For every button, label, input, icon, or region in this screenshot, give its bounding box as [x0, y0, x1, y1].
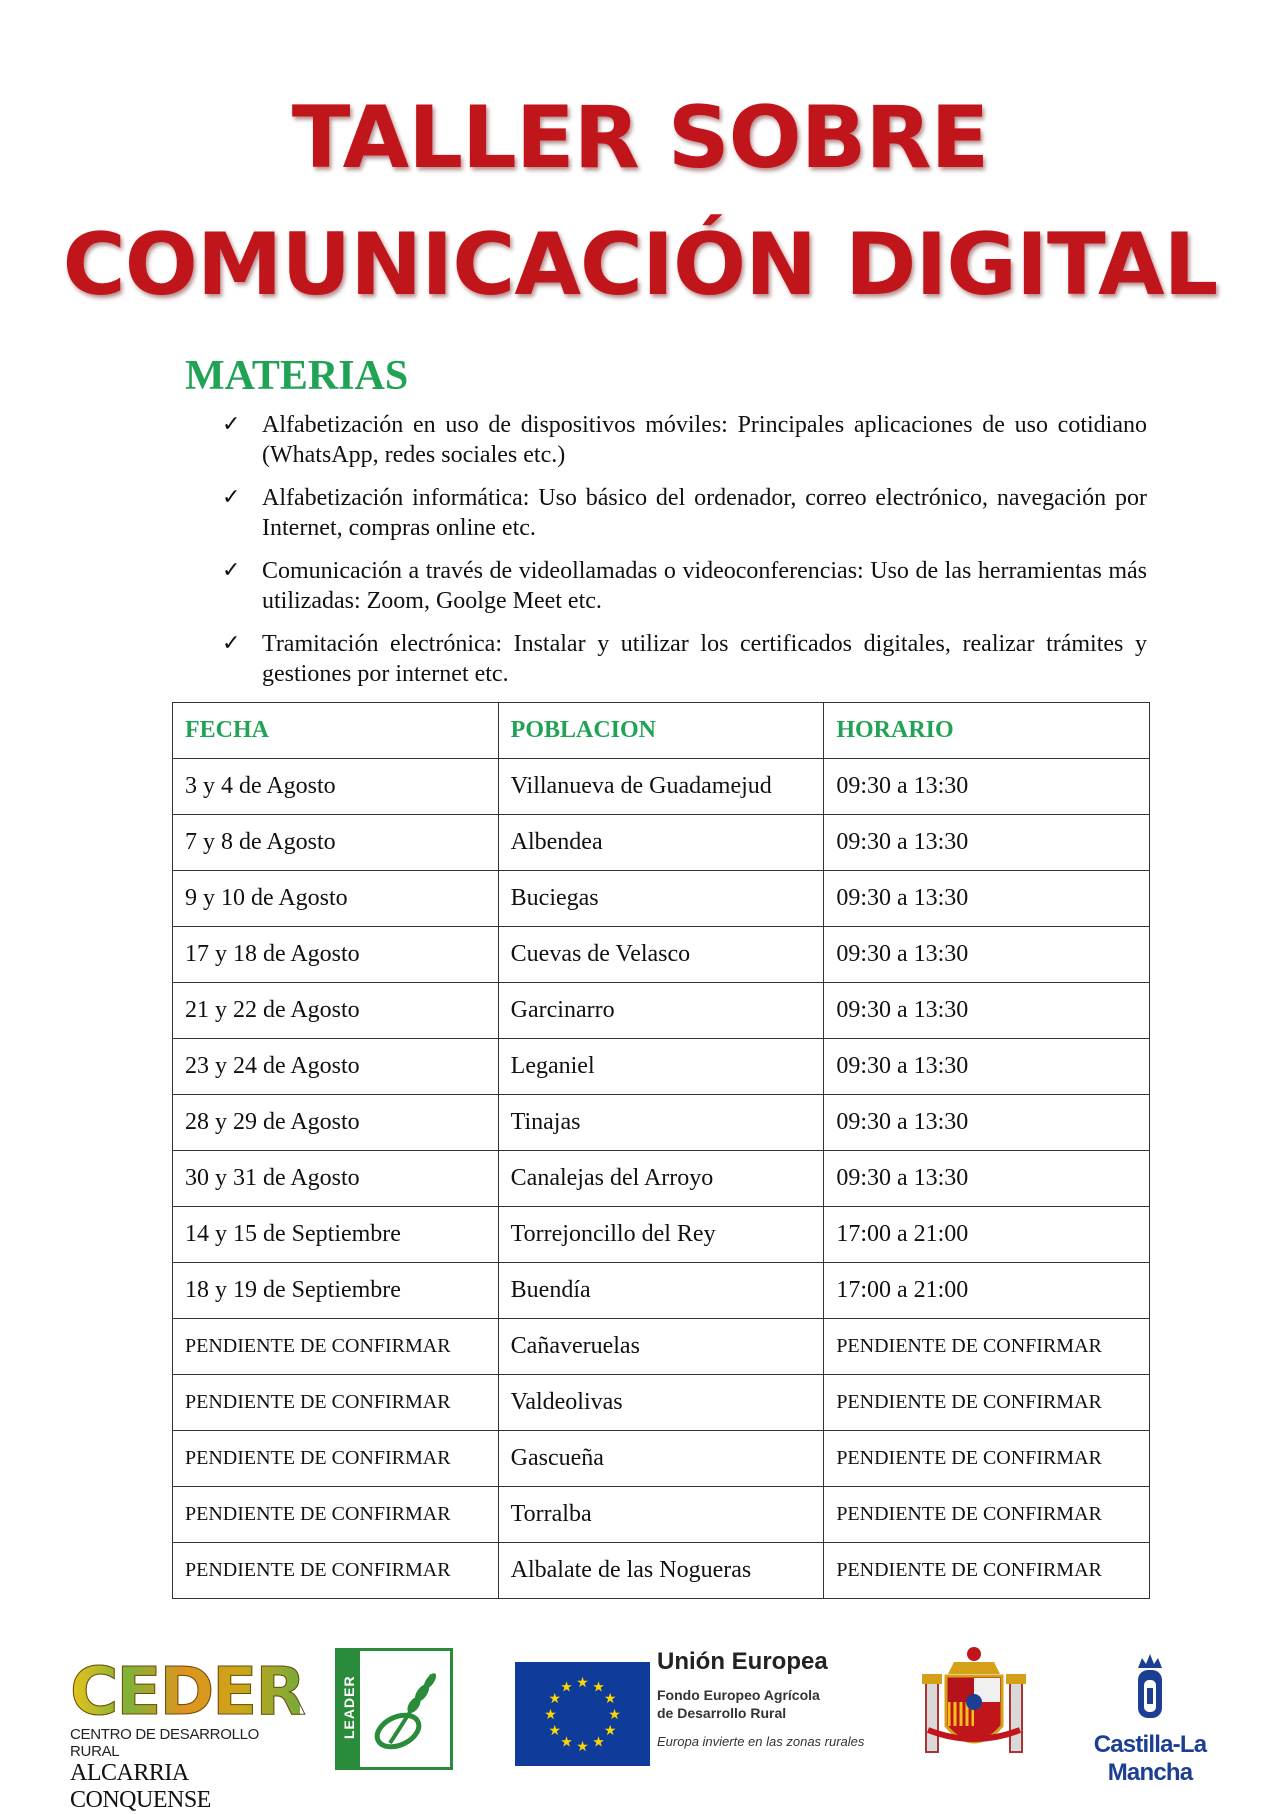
- cell-fecha: PENDIENTE DE CONFIRMAR: [173, 1543, 499, 1599]
- leader-logo: [335, 1648, 453, 1770]
- eu-tagline: Europa invierte en las zonas rurales: [657, 1734, 865, 1749]
- cell-poblacion: Albalate de las Nogueras: [498, 1543, 824, 1599]
- cell-poblacion: Villanueva de Guadamejud: [498, 759, 824, 815]
- table-row: [173, 815, 1150, 871]
- cell-horario: 09:30 a 13:30: [824, 1151, 1150, 1207]
- eu-star-icon: ★: [560, 1735, 573, 1751]
- schedule-table: [172, 702, 1150, 1599]
- cell-fecha: 7 y 8 de Agosto: [173, 815, 499, 871]
- header-fecha: FECHA: [173, 703, 499, 759]
- cell-horario: PENDIENTE DE CONFIRMAR: [824, 1375, 1150, 1431]
- cell-fecha: 23 y 24 de Agosto: [173, 1039, 499, 1095]
- spain-coat-of-arms-icon: [918, 1640, 1030, 1770]
- cell-fecha: 18 y 19 de Septiembre: [173, 1263, 499, 1319]
- eu-star-icon: ★: [592, 1680, 605, 1696]
- table-row: [173, 1319, 1150, 1375]
- list-item: ✓ Alfabetización en uso de dispositivos móviles: Principales aplicaciones de uso cotidiano (WhatsApp, redes sociales etc.): [222, 412, 1147, 468]
- eu-star-icon: ★: [544, 1708, 557, 1723]
- eu-star-icon: ★: [608, 1708, 621, 1723]
- cell-poblacion: Albendea: [498, 815, 824, 871]
- eu-star-icon: ★: [548, 1724, 562, 1739]
- table-row: [173, 983, 1150, 1039]
- cell-poblacion: Buendía: [498, 1263, 824, 1319]
- cell-fecha: 30 y 31 de Agosto: [173, 1151, 499, 1207]
- ceder-wordmark: CEDER: [70, 1653, 305, 1730]
- ceder-subtitle-2: ALCARRIA CONQUENSE: [70, 1760, 211, 1813]
- table-row: [173, 1151, 1150, 1207]
- materias-heading: MATERIAS: [185, 353, 409, 399]
- eu-fund-line-1: Fondo Europeo Agrícola: [657, 1687, 820, 1703]
- cell-poblacion: Torrejoncillo del Rey: [498, 1207, 824, 1263]
- cell-horario: 09:30 a 13:30: [824, 871, 1150, 927]
- cell-horario: 09:30 a 13:30: [824, 759, 1150, 815]
- cell-fecha: 28 y 29 de Agosto: [173, 1095, 499, 1151]
- cell-fecha: 9 y 10 de Agosto: [173, 871, 499, 927]
- table-row: [173, 1487, 1150, 1543]
- cell-poblacion: Canalejas del Arroyo: [498, 1151, 824, 1207]
- list-item: ✓ Tramitación electrónica: Instalar y utilizar los certificados digitales, realizar trámites y gestiones por internet etc.: [222, 631, 1147, 687]
- cell-fecha: PENDIENTE DE CONFIRMAR: [173, 1375, 499, 1431]
- cell-poblacion: Tinajas: [498, 1095, 824, 1151]
- list-item: ✓ Alfabetización informática: Uso básico del ordenador, correo electrónico, navegación por Internet, compras online etc.: [222, 485, 1147, 541]
- eu-fund-line-2: de Desarrollo Rural: [657, 1705, 787, 1721]
- ceder-logo: [70, 1653, 305, 1814]
- eu-title: Unión Europea: [657, 1648, 828, 1675]
- cell-poblacion: Torralba: [498, 1487, 824, 1543]
- table-row: [173, 1095, 1150, 1151]
- leader-emblem-icon: [360, 1653, 450, 1765]
- table-row: [173, 1039, 1150, 1095]
- logos-footer: [0, 1640, 1280, 1813]
- checkmark-icon: ✓: [222, 631, 241, 656]
- eu-star-icon: ★: [603, 1692, 617, 1707]
- cell-horario: PENDIENTE DE CONFIRMAR: [824, 1543, 1150, 1599]
- cell-horario: 09:30 a 13:30: [824, 983, 1150, 1039]
- table-row: [173, 759, 1150, 815]
- cell-fecha: PENDIENTE DE CONFIRMAR: [173, 1487, 499, 1543]
- cell-horario: PENDIENTE DE CONFIRMAR: [824, 1431, 1150, 1487]
- cell-horario: 09:30 a 13:30: [824, 1095, 1150, 1151]
- checkmark-icon: ✓: [222, 558, 241, 583]
- title-line-1: TALLER SOBRE: [291, 88, 989, 188]
- leader-label: LEADER: [341, 1675, 357, 1739]
- table-row: [173, 871, 1150, 927]
- castle-emblem-icon: [1130, 1650, 1170, 1720]
- cell-poblacion: Buciegas: [498, 871, 824, 927]
- cell-horario: 17:00 a 21:00: [824, 1207, 1150, 1263]
- castilla-la-mancha-logo: [1060, 1650, 1240, 1787]
- cell-poblacion: Valdeolivas: [498, 1375, 824, 1431]
- eu-star-icon: ★: [576, 1740, 589, 1755]
- cell-horario: PENDIENTE DE CONFIRMAR: [824, 1487, 1150, 1543]
- table-row: [173, 927, 1150, 983]
- table-header-row: [173, 703, 1150, 759]
- cell-poblacion: Leganiel: [498, 1039, 824, 1095]
- cell-horario: 09:30 a 13:30: [824, 815, 1150, 871]
- cell-poblacion: Cañaveruelas: [498, 1319, 824, 1375]
- table-row: [173, 1431, 1150, 1487]
- table-row: [173, 1375, 1150, 1431]
- cell-poblacion: Gascueña: [498, 1431, 824, 1487]
- eu-star-icon: ★: [548, 1692, 562, 1707]
- title-line-2: COMUNICACIÓN DIGITAL: [62, 215, 1218, 315]
- cell-poblacion: Garcinarro: [498, 983, 824, 1039]
- cell-poblacion: Cuevas de Velasco: [498, 927, 824, 983]
- table-row: [173, 1543, 1150, 1599]
- cell-fecha: 14 y 15 de Septiembre: [173, 1207, 499, 1263]
- header-poblacion: POBLACION: [498, 703, 824, 759]
- eu-star-icon: ★: [576, 1676, 589, 1691]
- materias-list: [222, 410, 1147, 702]
- eu-flag-icon: [515, 1662, 650, 1766]
- cell-horario: PENDIENTE DE CONFIRMAR: [824, 1319, 1150, 1375]
- clm-name: Castilla-La Mancha: [1093, 1731, 1207, 1786]
- cell-fecha: 21 y 22 de Agosto: [173, 983, 499, 1039]
- cell-horario: 09:30 a 13:30: [824, 1039, 1150, 1095]
- cell-fecha: 17 y 18 de Agosto: [173, 927, 499, 983]
- header-horario: HORARIO: [824, 703, 1150, 759]
- eu-star-icon: ★: [603, 1724, 617, 1739]
- cell-fecha: PENDIENTE DE CONFIRMAR: [173, 1319, 499, 1375]
- eu-star-icon: ★: [560, 1680, 573, 1696]
- table-row: [173, 1263, 1150, 1319]
- checkmark-icon: ✓: [222, 485, 241, 510]
- cell-horario: 17:00 a 21:00: [824, 1263, 1150, 1319]
- cell-fecha: PENDIENTE DE CONFIRMAR: [173, 1431, 499, 1487]
- list-item: ✓ Comunicación a través de videollamadas o videoconferencias: Uso de las herramientas más utilizadas: Zoom, Goolge Meet etc.: [222, 558, 1147, 614]
- cell-fecha: 3 y 4 de Agosto: [173, 759, 499, 815]
- eu-star-icon: ★: [592, 1735, 605, 1751]
- ceder-subtitle-1: CENTRO DE DESARROLLO RURAL: [70, 1726, 260, 1760]
- cell-horario: 09:30 a 13:30: [824, 927, 1150, 983]
- table-row: [173, 1207, 1150, 1263]
- checkmark-icon: ✓: [222, 412, 241, 437]
